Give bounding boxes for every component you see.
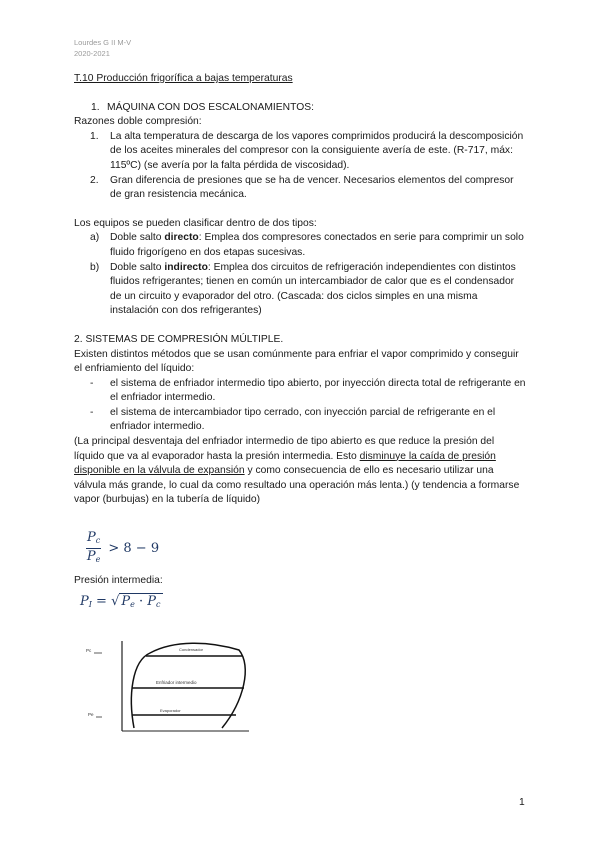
list-item: [74, 174, 526, 203]
list-marker: -: [90, 406, 94, 418]
intermediate-pressure-formula: [80, 594, 163, 609]
list-marker: b): [90, 261, 100, 273]
reasons-intro: Razones doble compresión:: [74, 116, 202, 128]
note-underlined: disminuye la caída de presión disponible en la válvula de expansión: [74, 450, 496, 477]
note-text: (La principal desventaja del enfriador intermedio de tipo abierto es que reduce la presión del líquido que va al evaporador hasta la presión intermedia. Esto: [74, 436, 495, 462]
condenser-label: Condensador: [179, 647, 204, 652]
list-item-text: : Emplea dos circuitos de refrigeración independientes con distintos fluidos refrigerantes; tienen en común un intercambiador de calor que es el condensador de un circuito y evaporador del otro. (Cascada: dos ciclos simples en una misma instalación con dos refrigerantes): [110, 261, 516, 317]
symbol-p: P: [121, 594, 131, 609]
list-item-text: : Emplea dos compresores conectados en serie para comprimir un solo fluido frigorígeno en dos etapas sucesivas.: [110, 232, 524, 258]
ratio-inequality: > 8 − 9: [108, 541, 160, 556]
list-marker: 1.: [90, 130, 99, 142]
section1-heading-text: MÁQUINA CON DOS ESCALONAMIENTOS:: [107, 101, 314, 113]
list-marker: a): [90, 232, 100, 244]
list-item: [74, 406, 526, 435]
type-bold: indirecto: [164, 261, 208, 273]
header-author: Lourdes G II M-V: [74, 38, 132, 47]
axis-label-pe: Pe: [88, 712, 94, 717]
list-marker: 2.: [90, 174, 99, 186]
list-item: [74, 130, 526, 174]
reasons-list: [74, 130, 526, 203]
note-text-end: y como consecuencia de ello es necesario utilizar una válvula más grande, lo cual da como resultado una operación más lenta.) (y tendencia a formarse vapor (burbujas) en la tubería de líquido): [74, 465, 520, 506]
symbol-p: P: [87, 530, 96, 545]
type-prefix: Doble salto: [110, 261, 165, 273]
intermediate-pressure-label: Presión intermedia:: [74, 575, 163, 586]
page-title: T.10 Producción frigorífica a bajas temperaturas: [74, 73, 293, 84]
types-intro: Los equipos se pueden clasificar dentro de dos tipos:: [74, 217, 317, 229]
header-year: 2020-2021: [74, 49, 110, 58]
list-marker: -: [90, 377, 94, 389]
document-body: [74, 72, 526, 508]
list-item-text: La alta temperatura de descarga de los vapores comprimidos producirá la descomposición de los aceites minerales del compresor con la consiguiente avería de este. (R-717, máx: 115ºC) (se avería por la falta pérdida de viscosidad).: [110, 130, 524, 171]
list-item: [74, 231, 526, 260]
subscript-i: I: [88, 600, 92, 609]
symbol-p: P: [147, 594, 157, 609]
section2-heading: 2. SISTEMAS DE COMPRESIÓN MÚLTIPLE.: [74, 333, 284, 345]
subscript-e: e: [95, 555, 101, 564]
section1-heading: [74, 101, 526, 116]
axis-label-pc: Pc: [86, 648, 92, 653]
type-bold: directo: [164, 232, 199, 244]
evaporator-label: Evaporador: [160, 708, 181, 713]
sqrt-radicand: [119, 593, 162, 609]
fraction-numerator: [86, 530, 101, 549]
equals-sqrt: = √: [91, 594, 120, 609]
subscript-c: c: [95, 536, 101, 545]
fraction-denominator: [86, 549, 101, 567]
dot-operator: ·: [134, 594, 148, 609]
methods-list: [74, 377, 526, 435]
list-item: [74, 261, 526, 319]
type-prefix: Doble salto: [110, 232, 165, 244]
types-list: [74, 231, 526, 319]
list-item-text: Gran diferencia de presiones que se ha de vencer. Necesarios elementos del compresor de gran resistencia mecánica.: [110, 174, 514, 201]
subscript-c: c: [156, 600, 161, 609]
section2-intro: Existen distintos métodos que se usan comúnmente para enfriar el vapor comprimido y conseguir el enfriamiento del líquido:: [74, 348, 519, 375]
symbol-p: P: [86, 549, 96, 564]
symbol-p: P: [80, 594, 89, 609]
intercooler-label: Enfriador intermedio: [156, 680, 197, 685]
document-header: [74, 37, 131, 59]
ph-diagram: [84, 636, 264, 736]
subscript-e: e: [130, 600, 135, 609]
pressure-ratio-formula: [86, 530, 159, 567]
list-item-text: el sistema de enfriador intermedio tipo abierto, por inyección directa total de refrigerante en el enfriador intermedio.: [110, 377, 526, 404]
list-item-text: el sistema de intercambiador tipo cerrado, con inyección parcial de refrigerante en el enfriador intermedio.: [110, 406, 496, 433]
page-number: 1: [519, 797, 525, 808]
section2-note: [74, 435, 526, 508]
section1-number: 1.: [91, 101, 100, 113]
fraction: [86, 530, 101, 567]
list-item: [74, 377, 526, 406]
